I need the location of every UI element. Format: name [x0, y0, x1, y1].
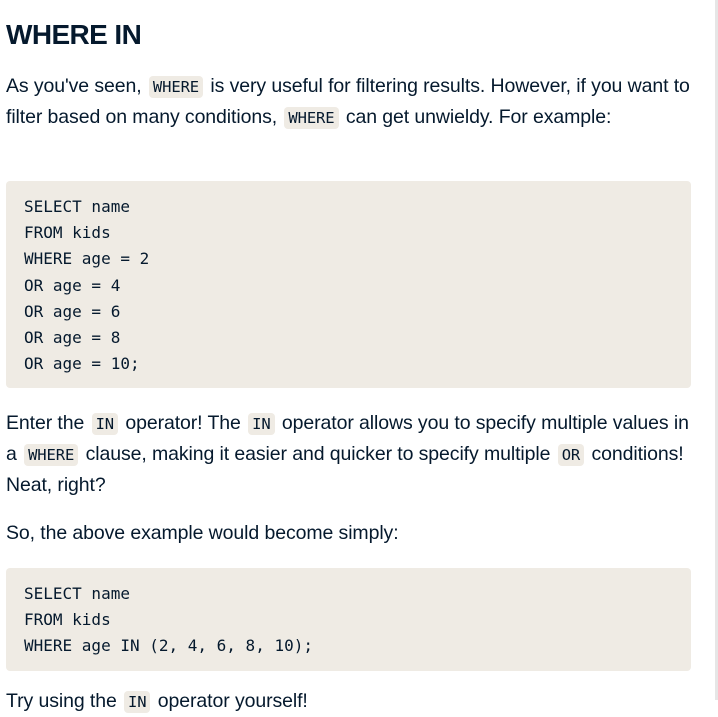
intro-paragraph: [6, 71, 691, 133]
code-block-or-example: SELECT name FROM kids WHERE age = 2 OR age = 4 OR age = 6 OR age = 8 OR age = 10;: [6, 181, 691, 388]
paragraph-text: is very useful for filtering results. However, if you want to filter based on many conditions,: [6, 75, 690, 128]
inline-code: IN: [92, 413, 118, 435]
paragraph-text: operator! The: [120, 412, 247, 434]
inline-code: WHERE: [149, 76, 203, 98]
paragraph-text: As you've seen,: [6, 75, 147, 97]
paragraph-text: operator yourself!: [152, 690, 308, 712]
paragraph-text: clause, making it easier and quicker to specify multiple: [80, 443, 556, 465]
try-paragraph: [6, 686, 691, 717]
code-block-in-example: SELECT name FROM kids WHERE age IN (2, 4, 6, 8, 10);: [6, 568, 691, 671]
example-intro-paragraph: So, the above example would become simply:: [6, 522, 399, 544]
paragraph-text: Try using the: [6, 690, 123, 712]
inline-code: IN: [248, 413, 274, 435]
inline-code: WHERE: [284, 107, 338, 129]
in-operator-paragraph: [6, 408, 691, 500]
paragraph-text: can get unwieldy. For example:: [340, 106, 612, 128]
inline-code: OR: [558, 444, 584, 466]
paragraph-text: Enter the: [6, 412, 90, 434]
inline-code: WHERE: [24, 444, 78, 466]
paragraph-text: conditions! Neat, right?: [6, 443, 684, 496]
inline-code: IN: [124, 691, 150, 713]
section-heading: WHERE IN: [6, 19, 142, 50]
paragraph-text: operator allows you to specify multiple values in a: [6, 412, 689, 465]
